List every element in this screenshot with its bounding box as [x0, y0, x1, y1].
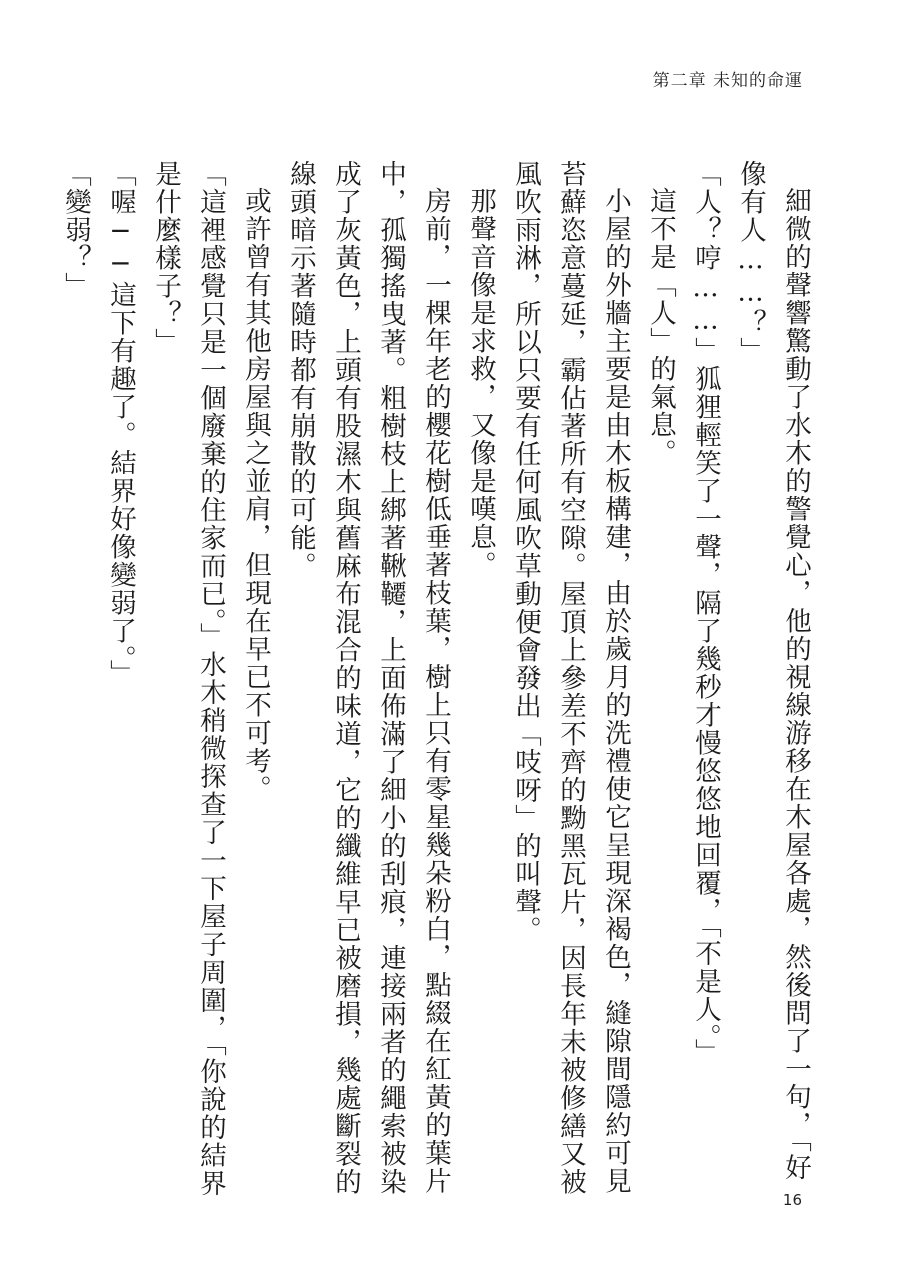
paragraph-5: 那聲音像是求救，又像是嘆息。	[465, 186, 496, 579]
paragraph-2: 「人？哼……」狐狸輕笑了一聲，隔了幾秒才慢悠悠地回覆，「不是人。」	[690, 160, 721, 1067]
paragraph-4: 小屋的外牆主要是由木板構建，由於歲月的洗禮使它呈現深褐色，縫隙間隱約可見苔蘚恣意蔓延，霸佔著所有空隙。屋頂上參差不齊的黝黑瓦片，因長年未被修繕又被風吹雨淋，所以只要有任何風吹草動便會發出「吱呀」的叫聲。	[510, 160, 631, 1196]
vertical-text-body	[60, 160, 818, 1200]
page-number: 16	[782, 1191, 802, 1209]
paragraph-8: 「這裡感覺只是一個廢棄的住家而已。」水木稍微探查了一下屋子周圍，「你說的結界是什麼樣子？」	[150, 160, 226, 1198]
paragraph-10: 「變弱？」	[60, 160, 91, 300]
paragraph-3: 這不是「人」的氣息。	[645, 186, 676, 467]
paragraph-7: 或許曾有其他房屋與之並肩，但現在早已不可考。	[240, 186, 271, 803]
chapter-header: 第二章 未知的命運	[652, 71, 803, 91]
paragraph-1: 細微的聲響驚動了水木的警覺心，他的視線游移在木屋各處，然後問了一句，「好像有人……？」	[735, 160, 811, 1182]
paragraph-9: 「喔──這下有趣了。結界好像變弱了。」	[105, 160, 136, 688]
paragraph-6: 房前，一棵年老的櫻花樹低垂著枝葉，樹上只有零星幾朵粉白，點綴在紅黃的葉片中，孤獨搖曳著。粗樹枝上綁著鞦韆，上面佈滿了細小的刮痕，連接兩者的繩索被染成了灰黃色，上頭有股濕木與舊麻布混合的味道，它的纖維早已被磨損，幾處斷裂的線頭暗示著隨時都有崩散的可能。	[285, 160, 451, 1196]
